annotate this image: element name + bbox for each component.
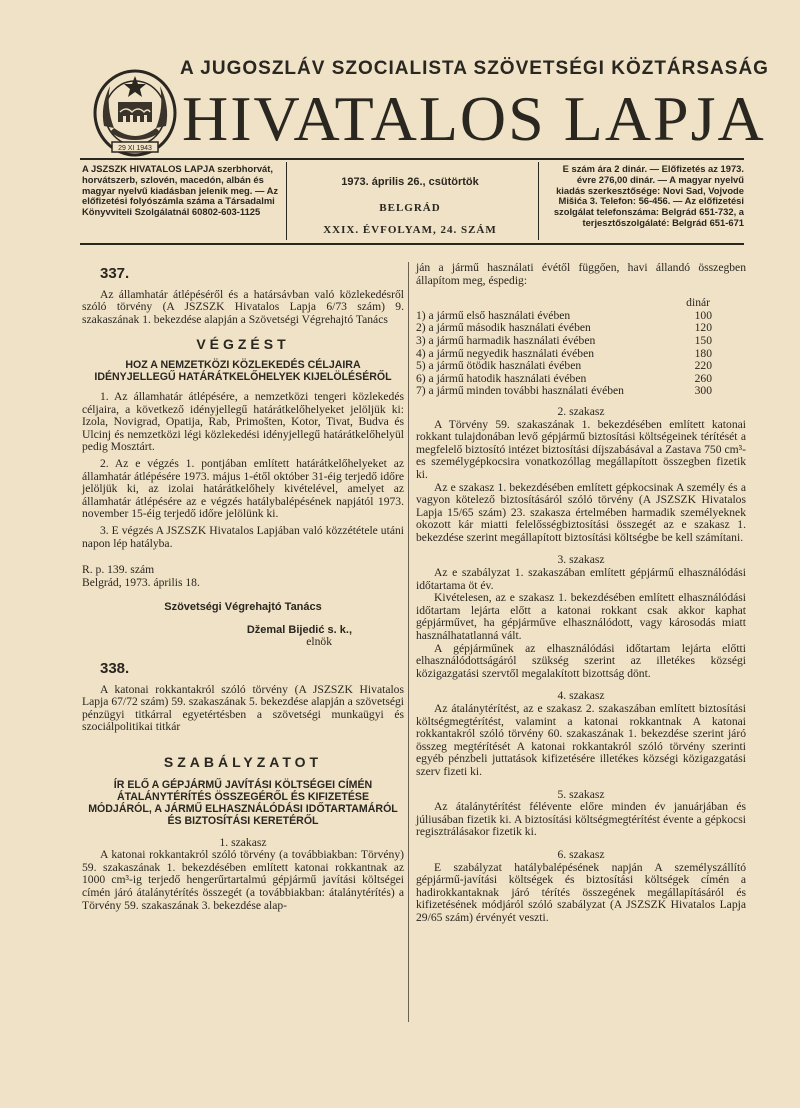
header-divider-right: [538, 162, 539, 240]
section-1-text: A katonai rokkantakról szóló törvény (a továbbiakban: Törvény) 59. szakaszának 1. bekezdésében említett katonai rokkantnak az 1000 cm³-ig terjedő hengerűrtartalmú gépjármű javítási költségei címén járó átalánytérítés összegét (a továbbiakban: átalánytérítés) a Törvény 59. szakaszának 3. bekezdése alap-: [82, 848, 404, 912]
gazette-title: HIVATALOS LAPJA: [182, 83, 766, 154]
heading-vegzest: VÉGZÉST: [196, 336, 290, 353]
table-row: 6) a jármű hatodik használati évében 260: [416, 371, 712, 385]
header-rule-bottom: [80, 243, 744, 245]
table-row: 1) a jármű első használati évében 100: [416, 308, 712, 322]
preamble-337: Az államhatár átlépéséről és a határsávban való közlekedésről szóló törvény (A JSZSZK Hivatalos Lapja 6/73 szám) 9. szakaszának 1. bekezdése alapján a Szövetségi Végrehajtó Tanács: [82, 287, 404, 326]
emblem-date: 29 XI 1943: [118, 145, 152, 152]
section-6-heading: 6. szakasz: [557, 847, 605, 861]
decree-number-338: 338.: [100, 660, 130, 678]
section-5-para-1: Az átalánytérítést félévente előre minden év januárjában és júliusában fizetik ki. A biztosítási költségmegtérítést évente a gépkocsi regisztrálásakor fizetik ki.: [416, 800, 746, 839]
table-row: 7) a jármű minden további használati évében 300: [416, 384, 712, 398]
section-4-para-1: Az átalánytérítést, az e szakasz 2. szakaszában említett biztosítási költségmegtérítést, valamint a katonai rokkantnak A katonai rokkantakról szóló törvény 60. szakaszának 1. bekezdése szerint járó összeg megtérítését A katonai rokkantakról szóló törvény szerinti egyéb pénzbeli juttatások kifizetésére illetékes községi közigazgatási szerv fizeti ki.: [416, 702, 746, 778]
heading-szabalyzat: SZABÁLYZATOT: [163, 754, 323, 771]
section-3-para-2: Kivételesen, az e szakasz 1. bekezdésében említett elhasználódási időtartam lejárta előtt a katonai rokkant csak akkor kaphat gépjárművet, ha gépjárműve elhasználódott, vagy károsodás miatt használhatatlanná vált.: [416, 591, 746, 643]
decree-number-337: 337.: [100, 265, 130, 282]
table-row: 2) a jármű második használati évében 120: [416, 321, 712, 335]
issue-volume: XXIX. ÉVFOLYAM, 24. SZÁM: [323, 224, 497, 236]
preamble-338: A katonai rokkantakról szóló törvény (A JSZSZK Hivatalos Lapja 67/72 szám) 59. szakaszának 5. bekezdése alapján a szövetségi pénzügyi titkárral egyetértésben a szövetségi munkaügyi és szociálpolitikai titkár: [82, 682, 404, 734]
section-1-continuation: ján a jármű használati évétől függően, havi állandó összegben állapítom meg, éspedig:: [416, 261, 746, 287]
header-rule-top: [80, 158, 744, 160]
country-pretitle: A JUGOSZLÁV SZOCIALISTA SZÖVETSÉGI KÖZTÁRSASÁG: [180, 58, 769, 79]
left-column: [82, 265, 404, 912]
signing-council: Szövetségi Végrehajtó Tanács: [164, 601, 322, 614]
section-1-heading: 1. szakasz: [219, 835, 267, 849]
section-2-para-2: Az e szakasz 1. bekezdésében említett gépkocsinak A személy és a vagyon kötelező biztosításáról szóló törvény (A JSZSZK Hivatalos Lapja 15/65 szám) 23. szakasza értelmében harmadik személyeknek okozott kár miatti felelősségbiztosítási összegét az e szakasz 1. bekezdése szerint megállapított biztosítási költségbe be kell számítani.: [416, 480, 746, 544]
section-3-para-3: A gépjárműnek az elhasználódási időtartam lejárta előtti elhasználódottságáról szükség szerint az illetékes községi közigazgatási szervtől megalakított bizottság dönt.: [416, 641, 746, 680]
signer-role: elnök: [306, 635, 332, 649]
section-2-heading: 2. szakasz: [557, 404, 605, 418]
section-4-heading: 4. szakasz: [557, 689, 605, 703]
state-emblem-icon: [90, 66, 180, 158]
header-price-info: E szám ára 2 dinár. — Előfizetés az 1973. évre 276,00 dinár. — A magyar nyelvű kiadás szerkesztősége: Novi Sad, Vojvode Mišića 3. Telefon: 56-456. — Az előfizetési szolgálat telefonszáma: Belgrád 651-732, a terjesztőszolgálaté: Belgrád 651-671: [553, 163, 744, 228]
section-3-heading: 3. szakasz: [557, 553, 605, 567]
table-row: 5) a jármű ötödik használati évében 220: [416, 359, 712, 373]
header-divider-left: [286, 162, 287, 240]
depreciation-table: [416, 310, 746, 398]
vegzest-point-2: 2. Az e végzés 1. pontjában említett határátkelőhelyeket az államhatár átlépésére 1973. május 1-étől október 31-éig terjedő időre jelöljük ki, az izolai határátkelőhely kivételével, amelyet az államhatár átlépésére az e végzés hatálybalépésének napjától 1973. november 15-éig terjedő időre jelölünk ki.: [82, 456, 404, 521]
table-row: 4) a jármű negyedik használati évében 180: [416, 346, 712, 360]
section-6-para-1: E szabályzat hatálybalépésének napján A személyszállító gépjármű-javítási költségek és biztosítási költségek címén a hadirokkantaknak járó térítés összegének megállapításáról és kifizetésének módjáról szóló szabályzat (A JSZSZK Hivatalos Lapja 29/65 szám) érvényét veszti.: [416, 860, 746, 924]
subheading-szabalyzat: ÍR ELŐ A GÉPJÁRMŰ JAVÍTÁSI KÖLTSÉGEI CÍMÉN ÁTALÁNYTÉRÍTÉS ÖSSZEGÉRŐL ÉS KIFIZETÉSE MÓDJÁRÓL, A JÁRMŰ ELHASZNÁLÓDÁSI IDŐTARTAMÁRÓL ÉS BIZTOSÍTÁSI KERETÉRŐL: [88, 778, 398, 827]
vegzest-point-3: 3. E végzés A JSZSZK Hivatalos Lapjában való közzététele utáni napon lép hatályba.: [82, 523, 404, 550]
issue-city: BELGRÁD: [379, 202, 441, 214]
header-publication-info: A JSZSZK HIVATALOS LAPJA szerbhorvát, horvátszerb, szlovén, macedón, albán és magyar nyelvű kiadásban jelenik meg. — Az előfizetési folyószámla száma a Társadalmi Könyvviteli Szolgálatnál 60802-603-1125: [82, 163, 279, 218]
right-column: [416, 262, 746, 925]
section-2-para-1: A Törvény 59. szakaszának 1. bekezdésében említett katonai rokkant tulajdonában levő gépjármű biztosítási költségeinek térítését a megfelelő biztosító intézet biztosítási díjszabásával a Zastava 750 cm³-es személygépkocsira vonatkozóllag megállapított összegben fizetik ki.: [416, 417, 746, 481]
section-5-heading: 5. szakasz: [557, 787, 605, 801]
header-issue-info: [290, 164, 530, 242]
signer-name: Džemal Bijedić s. k.,: [246, 623, 352, 636]
vegzest-point-1: 1. Az államhatár átlépésére, a nemzetközi tengeri közlekedés céljaira, a következő idényjellegű határátkelőhelyeket jelöljük ki: Izola, Novigrad, Opatija, Rab, Primošten, Kotor, Tivat, Budva és Ulcinj és nemzetközi légi közlekedési idényjellegű határátkelőhelyül pedig Mosztárt.: [82, 389, 404, 454]
reference-number: R. p. 139. szám: [82, 563, 155, 577]
subheading-vegzest: HOZ A NEMZETKÖZI KÖZLEKEDÉS CÉLJAIRA IDÉNYJELLEGŰ HATÁRÁTKELŐHELYEK KIJELÖLÉSÉRŐL: [94, 358, 392, 383]
reference-date: Belgrád, 1973. április 18.: [82, 575, 200, 589]
column-divider: [408, 262, 409, 1022]
table-unit-dinar: dinár: [686, 296, 710, 310]
section-3-para-1: Az e szabályzat 1. szakaszában említett gépjármű elhasználódási időtartama öt év.: [416, 566, 746, 592]
table-row: 3) a jármű harmadik használati évében 150: [416, 333, 712, 347]
issue-date: 1973. április 26., csütörtök: [341, 176, 479, 188]
